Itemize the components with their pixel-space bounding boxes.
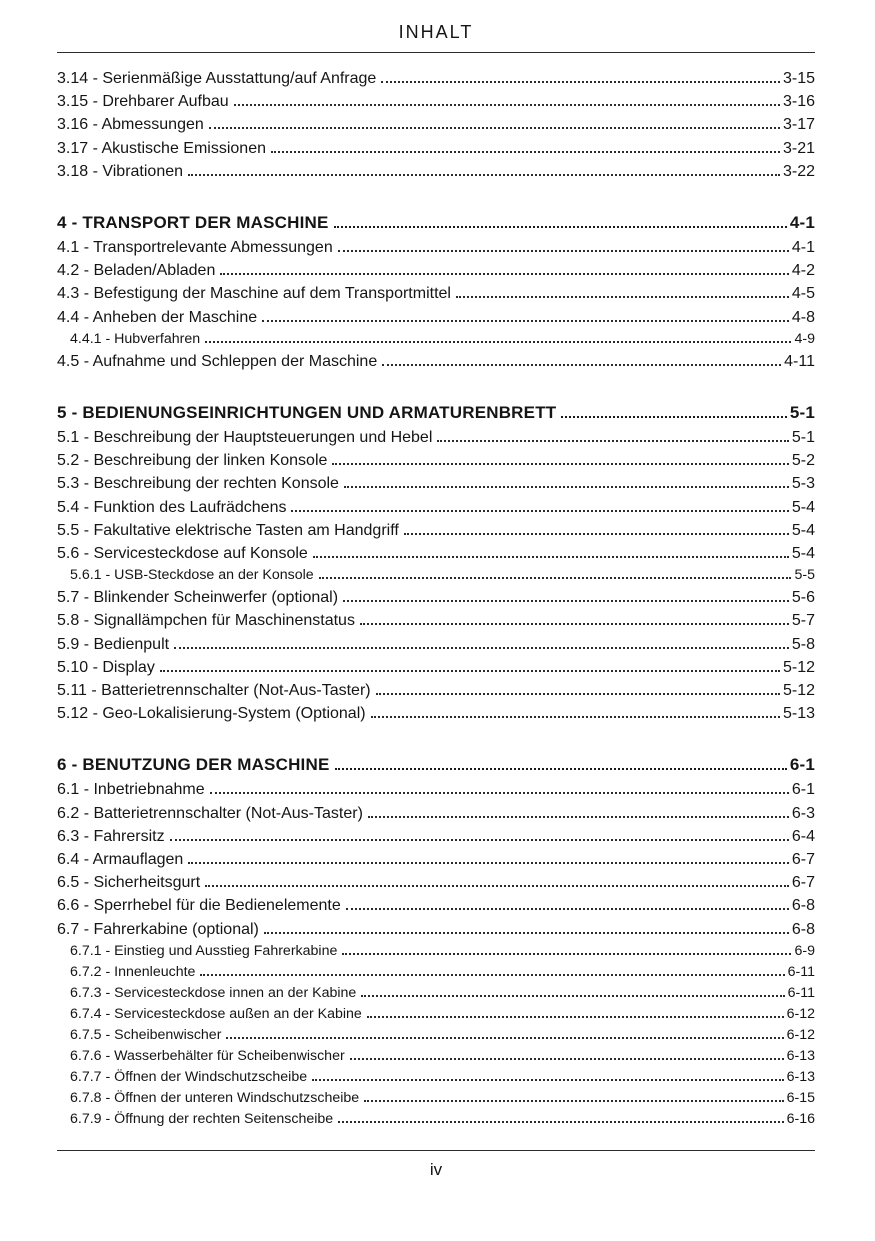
dot-leader	[338, 250, 789, 252]
toc-chapter-entry	[57, 209, 815, 236]
dot-leader	[376, 693, 780, 695]
toc-entry-label: 6.7 - Fahrerkabine (optional)	[57, 920, 259, 938]
toc-entry	[57, 259, 815, 282]
toc-entry-label: 6 - BENUTZUNG DER MASCHINE	[57, 755, 330, 775]
toc	[57, 67, 815, 1130]
toc-entry-page: 5-2	[791, 452, 815, 470]
dot-leader	[361, 995, 784, 997]
dot-leader	[338, 1121, 783, 1123]
toc-entry-label: 5.1 - Beschreibung der Hauptsteuerungen und Hebel	[57, 429, 433, 447]
toc-entry-label: 3.18 - Vibrationen	[57, 162, 184, 180]
toc-entry-page: 5-4	[791, 498, 815, 516]
toc-entry-page: 5-4	[791, 521, 815, 539]
dot-leader	[319, 577, 792, 579]
toc-entry	[57, 871, 815, 894]
dot-leader	[360, 623, 789, 625]
toc-entry	[57, 350, 815, 373]
toc-entry-page: 6-15	[786, 1089, 815, 1106]
toc-entry	[57, 633, 815, 656]
dot-leader	[200, 974, 784, 976]
dot-leader	[313, 556, 789, 558]
toc-entry-page: 6-4	[791, 827, 815, 845]
page-title: INHALT	[398, 22, 474, 42]
toc-entry-label: 4.3 - Befestigung der Maschine auf dem Transportmittel	[57, 285, 451, 303]
toc-entry	[57, 496, 815, 519]
toc-entry	[57, 449, 815, 472]
dot-leader	[346, 908, 789, 910]
toc-entry-page: 4-11	[784, 352, 815, 370]
toc-entry-page: 4-5	[791, 285, 815, 303]
toc-entry-label: 5.6.1 - USB-Steckdose an der Konsole	[70, 567, 314, 584]
toc-entry-page: 4-9	[794, 330, 815, 347]
toc-entry-label: 5.4 - Funktion des Laufrädchens	[57, 498, 287, 516]
toc-entry-label: 6.7.4 - Servicesteckdose außen an der Kabine	[70, 1005, 362, 1022]
dot-leader	[368, 816, 789, 818]
toc-entry	[57, 137, 815, 160]
toc-entry	[57, 918, 815, 941]
toc-entry-page: 4-1	[789, 213, 815, 233]
toc-entry-page: 6-11	[787, 984, 815, 1001]
toc-entry-page: 6-11	[787, 963, 815, 980]
toc-entry-page: 6-1	[789, 755, 815, 775]
dot-leader	[170, 839, 789, 841]
toc-entry	[57, 778, 815, 801]
toc-entry-label: 6.7.9 - Öffnung der rechten Seitenscheibe	[70, 1110, 334, 1127]
toc-entry-label: 3.16 - Abmessungen	[57, 116, 204, 134]
toc-entry	[57, 679, 815, 702]
toc-entry-label: 6.7.2 - Innenleuchte	[70, 963, 196, 980]
dot-leader	[332, 463, 788, 465]
toc-entry	[57, 1109, 815, 1130]
toc-entry-label: 4.4 - Anheben der Maschine	[57, 308, 258, 326]
toc-entry-label: 6.3 - Fahrersitz	[57, 827, 165, 845]
dot-leader	[334, 226, 787, 228]
dot-leader	[160, 670, 780, 672]
page-footer	[57, 1150, 815, 1180]
toc-entry-page: 3-15	[782, 70, 815, 87]
toc-entry	[57, 160, 815, 183]
toc-entry-page: 6-3	[791, 804, 815, 822]
toc-entry	[57, 1004, 815, 1025]
toc-section	[57, 67, 815, 183]
toc-entry	[57, 113, 815, 136]
toc-entry-label: 6.7.3 - Servicesteckdose innen an der Kabine	[70, 984, 357, 1001]
toc-entry-page: 5-3	[791, 475, 815, 493]
toc-entry-page: 6-7	[791, 874, 815, 892]
dot-leader	[174, 647, 789, 649]
toc-entry-page: 6-12	[786, 1026, 815, 1043]
toc-entry	[57, 542, 815, 565]
toc-entry-label: 4 - TRANSPORT DER MASCHINE	[57, 213, 329, 233]
dot-leader	[371, 716, 780, 718]
dot-leader	[343, 600, 789, 602]
dot-leader	[226, 1037, 783, 1039]
toc-entry	[57, 609, 815, 632]
toc-entry-label: 6.7.1 - Einstieg und Ausstieg Fahrerkabine	[70, 942, 338, 959]
toc-entry-page: 6-7	[791, 851, 815, 869]
toc-entry	[57, 282, 815, 305]
toc-entry-label: 4.4.1 - Hubverfahren	[70, 330, 201, 347]
toc-entry-page: 5-12	[782, 682, 815, 700]
toc-entry	[57, 519, 815, 542]
dot-leader	[364, 1100, 783, 1102]
toc-entry-label: 6.6 - Sperrhebel für die Bedienelemente	[57, 897, 341, 915]
dot-leader	[205, 885, 789, 887]
dot-leader	[188, 174, 780, 176]
toc-entry-page: 3-17	[782, 116, 815, 134]
toc-entry	[57, 329, 815, 350]
toc-entry-page: 6-13	[786, 1068, 815, 1085]
toc-section	[57, 751, 815, 1129]
toc-entry-page: 6-8	[791, 920, 815, 938]
toc-entry-page: 6-13	[786, 1047, 815, 1064]
toc-entry-page: 3-21	[782, 139, 815, 157]
toc-entry-label: 4.2 - Beladen/Abladen	[57, 262, 216, 280]
toc-entry-label: 5.9 - Bedienpult	[57, 635, 170, 653]
toc-entry	[57, 306, 815, 329]
toc-entry-label: 5.11 - Batterietrennschalter (Not-Aus-Taster)	[57, 682, 371, 700]
toc-entry	[57, 848, 815, 871]
toc-entry-page: 6-9	[794, 942, 815, 959]
toc-entry-label: 5.12 - Geo-Lokalisierung-System (Optional)	[57, 705, 366, 723]
toc-entry	[57, 802, 815, 825]
toc-entry-page: 4-1	[791, 239, 815, 257]
toc-entry-page: 5-6	[791, 589, 815, 607]
toc-entry-page: 5-1	[789, 403, 815, 423]
dot-leader	[381, 81, 780, 83]
toc-entry	[57, 894, 815, 917]
toc-section	[57, 399, 815, 725]
dot-leader	[404, 533, 789, 535]
toc-entry-label: 6.1 - Inbetriebnahme	[57, 781, 205, 799]
toc-entry	[57, 962, 815, 983]
toc-entry-page: 5-12	[782, 658, 815, 676]
toc-entry-page: 4-2	[791, 262, 815, 280]
toc-entry-page: 6-16	[786, 1110, 815, 1127]
toc-entry-label: 4.1 - Transportrelevante Abmessungen	[57, 239, 333, 257]
toc-entry-label: 4.5 - Aufnahme und Schleppen der Maschine	[57, 352, 378, 370]
toc-entry	[57, 90, 815, 113]
toc-entry-label: 6.5 - Sicherheitsgurt	[57, 874, 201, 892]
dot-leader	[262, 320, 789, 322]
dot-leader	[291, 510, 788, 512]
toc-entry-page: 5-5	[794, 567, 815, 584]
toc-chapter-entry	[57, 751, 815, 778]
dot-leader	[342, 953, 791, 955]
dot-leader	[382, 364, 781, 366]
dot-leader	[188, 862, 789, 864]
toc-entry-label: 3.17 - Akustische Emissionen	[57, 139, 266, 157]
dot-leader	[437, 440, 789, 442]
toc-entry-page: 3-16	[782, 93, 815, 111]
toc-entry	[57, 236, 815, 259]
footer-page-number: iv	[429, 1160, 443, 1179]
toc-entry-label: 5.6 - Servicesteckdose auf Konsole	[57, 545, 308, 563]
dot-leader	[209, 127, 780, 129]
dot-leader	[367, 1016, 784, 1018]
toc-entry-page: 5-1	[791, 429, 815, 447]
toc-entry-label: 6.7.5 - Scheibenwischer	[70, 1026, 222, 1043]
toc-entry-label: 5 - BEDIENUNGSEINRICHTUNGEN UND ARMATURENBRETT	[57, 403, 557, 423]
toc-entry-page: 4-8	[791, 308, 815, 326]
toc-entry-label: 6.7.8 - Öffnen der unteren Windschutzscheibe	[70, 1089, 360, 1106]
dot-leader	[234, 104, 780, 106]
toc-entry	[57, 426, 815, 449]
dot-leader	[350, 1058, 784, 1060]
toc-entry-label: 6.2 - Batterietrennschalter (Not-Aus-Taster)	[57, 804, 363, 822]
dot-leader	[271, 151, 780, 153]
dot-leader	[220, 273, 789, 275]
dot-leader	[344, 486, 789, 488]
toc-entry-label: 3.15 - Drehbarer Aufbau	[57, 93, 229, 111]
page-header	[57, 12, 815, 53]
dot-leader	[205, 341, 791, 343]
toc-entry	[57, 702, 815, 725]
toc-entry	[57, 941, 815, 962]
dot-leader	[312, 1079, 783, 1081]
toc-entry-page: 6-8	[791, 897, 815, 915]
toc-entry-page: 5-8	[791, 635, 815, 653]
toc-entry-label: 3.14 - Serienmäßige Ausstattung/auf Anfrage	[57, 70, 377, 87]
toc-entry	[57, 472, 815, 495]
toc-chapter-entry	[57, 399, 815, 426]
toc-entry-page: 6-12	[786, 1005, 815, 1022]
dot-leader	[335, 768, 787, 770]
dot-leader	[561, 416, 786, 418]
toc-entry-label: 5.7 - Blinkender Scheinwerfer (optional)	[57, 589, 339, 607]
toc-section	[57, 209, 815, 373]
toc-entry-label: 5.8 - Signallämpchen für Maschinenstatus	[57, 612, 355, 630]
toc-entry	[57, 1067, 815, 1088]
toc-entry	[57, 656, 815, 679]
toc-entry	[57, 586, 815, 609]
toc-entry-page: 3-22	[782, 162, 815, 180]
dot-leader	[210, 792, 789, 794]
toc-entry	[57, 565, 815, 586]
toc-entry-label: 6.7.6 - Wasserbehälter für Scheibenwischer	[70, 1047, 345, 1064]
dot-leader	[264, 932, 789, 934]
toc-entry	[57, 1088, 815, 1109]
toc-entry-page: 5-4	[791, 545, 815, 563]
dot-leader	[456, 296, 789, 298]
toc-entry-label: 5.10 - Display	[57, 658, 155, 676]
toc-entry	[57, 825, 815, 848]
toc-entry-label: 5.3 - Beschreibung der rechten Konsole	[57, 475, 339, 493]
toc-entry-label: 5.2 - Beschreibung der linken Konsole	[57, 452, 328, 470]
toc-entry-page: 6-1	[791, 781, 815, 799]
toc-entry-label: 6.4 - Armauflagen	[57, 851, 184, 869]
toc-entry	[57, 1025, 815, 1046]
toc-entry	[57, 983, 815, 1004]
toc-entry	[57, 1046, 815, 1067]
toc-entry-page: 5-7	[791, 612, 815, 630]
toc-entry-label: 5.5 - Fakultative elektrische Tasten am Handgriff	[57, 521, 399, 539]
header-rule	[57, 52, 815, 53]
toc-entry	[57, 67, 815, 90]
toc-entry-label: 6.7.7 - Öffnen der Windschutzscheibe	[70, 1068, 308, 1085]
toc-entry-page: 5-13	[782, 705, 815, 723]
